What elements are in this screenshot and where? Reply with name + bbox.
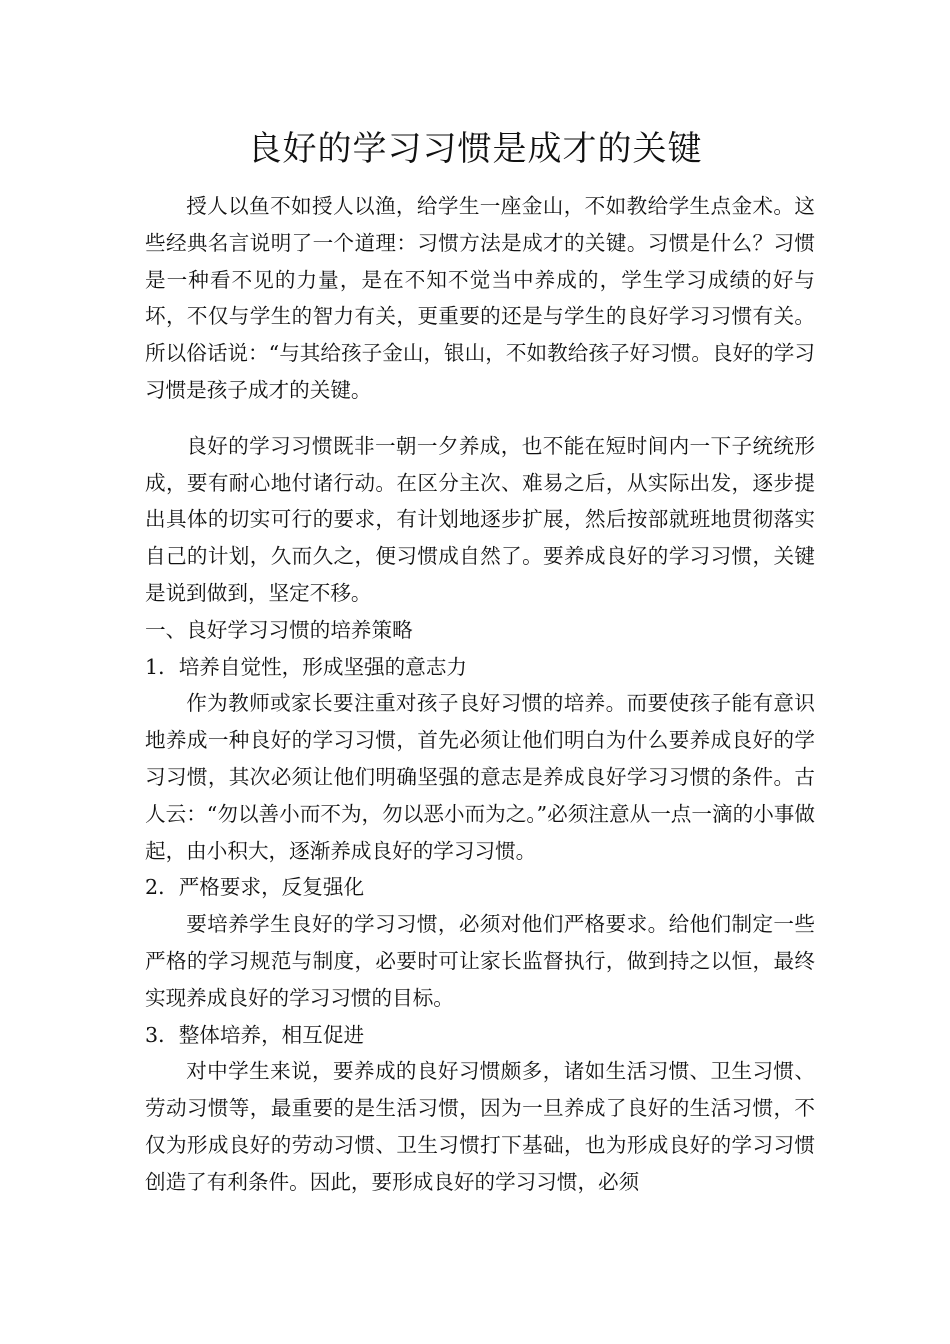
paragraph-3: 对中学生来说，要养成的良好习惯颇多，诸如生活习惯、卫生习惯、劳动习惯等，最重要的是生活习惯，因为一旦养成了良好的生活习惯，不仅为形成良好的劳动习惯、卫生习惯打下基础，也为形成良好的学习习惯创造了有利条件。因此，要形成良好的学习习惯，必须 [145,1059,815,1194]
subheading-2: 2．严格要求，反复强化 [145,875,365,900]
paragraph-2: 要培养学生良好的学习习惯，必须对他们严格要求。给他们制定一些严格的学习规范与制度，必要时可让家长监督执行，做到持之以恒，最终实现养成良好的学习习惯的目标。 [145,912,815,1010]
paragraph-1: 作为教师或家长要注重对孩子良好习惯的培养。而要使孩子能有意识地养成一种良好的学习习惯，首先必须让他们明白为什么要养成良好的学习习惯，其次必须让他们明确坚强的意志是养成良好学习习惯的条件。古人云：“勿以善小而不为，勿以恶小而为之。”必须注意从一点一滴的小事做起，由小积大，逐渐养成良好的学习习惯。 [145,691,815,863]
section-heading-strategies: 一、良好学习习惯的培养策略 [145,617,413,642]
document-title: 良好的学习习惯是成才的关键 [247,129,703,169]
document-body [145,188,815,1201]
subheading-1: 1．培养自觉性，形成坚强的意志力 [145,654,468,679]
intro-paragraph: 授人以鱼不如授人以渔，给学生一座金山，不如教给学生点金术。这些经典名言说明了一个道理：习惯方法是成才的关键。习惯是什么？习惯是一种看不见的力量，是在不知不觉当中养成的，学生学习成绩的好与坏，不仅与学生的智力有关，更重要的还是与学生的良好学习习惯有关。所以俗话说：“与其给孩子金山，银山，不如教给孩子好习惯。良好的学习习惯是孩子成才的关键。 [145,194,815,402]
habit-formation-paragraph: 良好的学习习惯既非一朝一夕养成，也不能在短时间内一下子统统形成，要有耐心地付诸行动。在区分主次、难易之后，从实际出发，逐步提出具体的切实可行的要求，有计划地逐步扩展，然后按部就班地贯彻落实自己的计划，久而久之，便习惯成自然了。要养成良好的学习习惯，关键是说到做到，坚定不移。 [145,433,815,605]
subheading-3: 3．整体培养，相互促进 [145,1022,365,1047]
